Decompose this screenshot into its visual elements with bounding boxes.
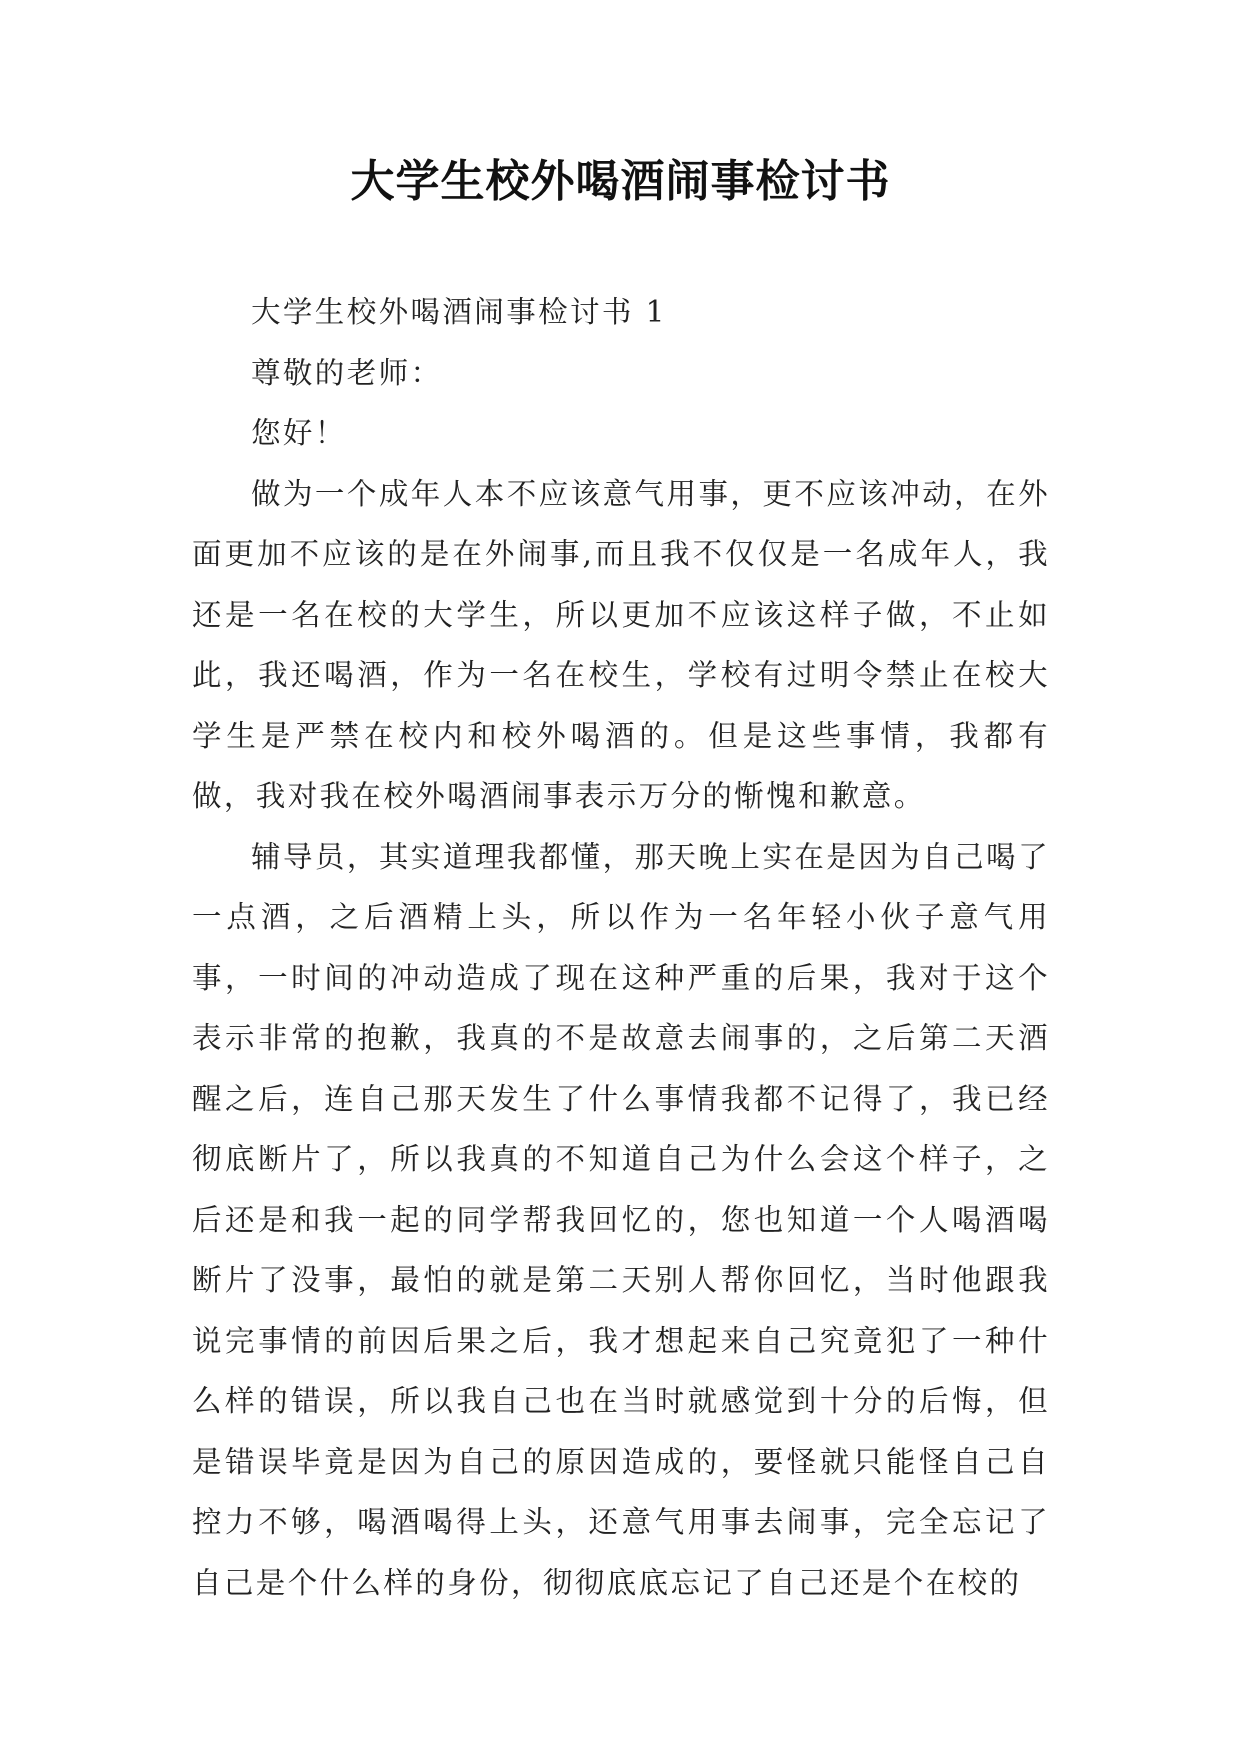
body-paragraph: 做为一个成年人本不应该意气用事，更不应该冲动，在外面更加不应该的是在外闹事,而且我不仅仅是一名成年人，我还是一名在校的大学生，所以更加不应该这样子做，不止如此，我还喝酒，作为一名在校生，学校有过明令禁止在校大学生是严禁在校内和校外喝酒的。但是这些事情，我都有做，我对我在校外喝酒闹事表示万分的惭愧和歉意。 <box>192 476 1050 813</box>
body-paragraph: 辅导员，其实道理我都懂，那天晚上实在是因为自己喝了一点酒，之后酒精上头，所以作为一名年轻小伙子意气用事，一时间的冲动造成了现在这种严重的后果，我对于这个表示非常的抱歉，我真的不是故意去闹事的，之后第二天酒醒之后，连自己那天发生了什么事情我都不记得了，我已经彻底断片了，所以我真的不知道自己为什么会这个样子，之后还是和我一起的同学帮我回忆的，您也知道一个人喝酒喝断片了没事，最怕的就是第二天别人帮你回忆，当时他跟我说完事情的前因后果之后，我才想起来自己究竟犯了一种什么样的错误，所以我自己也在当时就感觉到十分的后悔，但是错误毕竟是因为自己的原因造成的，要怪就只能怪自己自控力不够，喝酒喝得上头，还意气用事去闹事，完全忘记了自己是个什么样的身份，彻彻底底忘记了自己还是个在校的 <box>192 839 1050 1600</box>
document-title: 大学生校外喝酒闹事检讨书 <box>350 156 891 207</box>
greeting: 您好！ <box>251 416 347 450</box>
document-body <box>192 282 1050 1613</box>
salutation: 尊敬的老师： <box>251 355 443 390</box>
section-heading: 大学生校外喝酒闹事检讨书 1 <box>251 295 667 329</box>
